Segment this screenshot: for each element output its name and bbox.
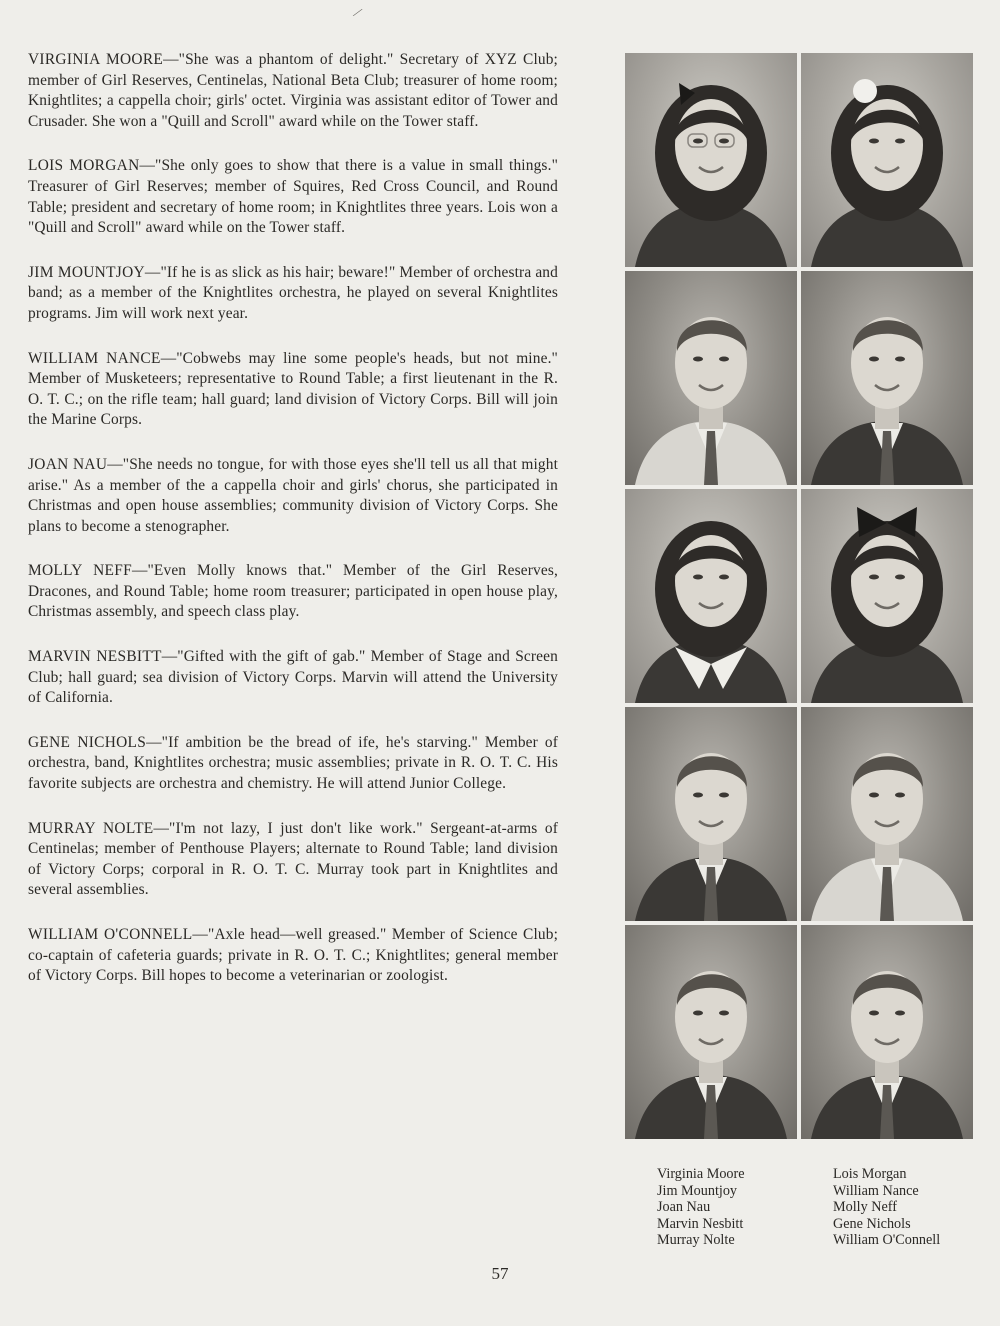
- portrait-photo-lois-morgan: [801, 53, 973, 267]
- bio-william-oconnell: [28, 925, 558, 987]
- bio-text: —"Even Molly knows that." Member of the Girl Reserves, Dracones, and Round Table; home room treasurer; participated in open house play, Christmas assembly, and speech class play.: [28, 562, 558, 621]
- caption-right: William O'Connell: [833, 1232, 941, 1249]
- caption-left: Jim Mountjoy: [657, 1182, 738, 1199]
- portrait-photo-william-nance: [801, 271, 973, 485]
- caption-right: William Nance: [833, 1182, 919, 1199]
- bio-name: WILLIAM NANCE: [28, 349, 161, 367]
- bio-name: MURRAY NOLTE: [28, 819, 154, 837]
- portrait-photo-gene-nichols: [801, 707, 973, 921]
- portrait-photo-william-oconnell: [801, 925, 973, 1139]
- bio-molly-neff: [28, 561, 558, 623]
- bio-joan-nau: [28, 455, 558, 537]
- bio-name: GENE NICHOLS: [28, 733, 147, 751]
- bio-name: MOLLY NEFF: [28, 562, 132, 580]
- bio-jim-mountjoy: [28, 263, 558, 325]
- pencil-mark: ⁄: [353, 6, 361, 22]
- bio-marvin-nesbitt: [28, 647, 558, 709]
- portrait-photo-murray-nolte: [625, 925, 797, 1139]
- bio-gene-nichols: [28, 733, 558, 795]
- bio-lois-morgan: [28, 156, 558, 238]
- caption-right: Molly Neff: [833, 1199, 897, 1216]
- portrait-grid: [625, 53, 973, 1141]
- bio-column: [28, 50, 558, 1011]
- bio-text: —"If he is as slick as his hair; beware!" Member of orchestra and band; as a member of the Knightlites orchestra, he played on several Knightlites programs. Jim will work next year.: [28, 263, 558, 322]
- bio-text: —"She needs no tongue, for with those eyes she'll tell us all that might arise." As a member of the a cappella choir and girls' chorus, she participated in Christmas and open house assemblies; community division of Victory Corps. She plans to become a stenographer.: [28, 455, 558, 535]
- bio-name: LOIS MORGAN: [28, 157, 140, 175]
- photo-captions: [657, 1166, 977, 1249]
- bio-text: —"She was a phantom of delight." Secretary of XYZ Club; member of Girl Reserves, Centinelas, National Beta Club; treasurer of home room; Knightlites; a cappella choir; girls' octet. Virginia was assistant editor of Tower and Crusader. She won a "Quill and Scroll" award while on the Tower staff.: [28, 51, 558, 130]
- caption-left: Murray Nolte: [657, 1232, 735, 1249]
- page-number: 57: [491, 1264, 509, 1283]
- portrait-photo-joan-nau: [625, 489, 797, 703]
- bio-text: —"Gifted with the gift of gab." Member of Stage and Screen Club; hall guard; sea division of Victory Corps. Marvin will attend the University of California.: [28, 648, 558, 707]
- bio-text: —"I'm not lazy, I just don't like work." Sergeant-at-arms of Centinelas; member of Penthouse Players; alternate to Round Table; land division of Victory Corps; corporal in R. O. T. C. Murray took part in Knightlites and several assemblies.: [28, 819, 558, 899]
- caption-left: Joan Nau: [657, 1199, 711, 1216]
- bio-name: MARVIN NESBITT: [28, 648, 162, 666]
- bio-william-nance: [28, 349, 558, 431]
- caption-right: Lois Morgan: [833, 1166, 907, 1182]
- bio-text: —"Axle head—well greased." Member of Science Club; co-captain of cafeteria guards; private in R. O. T. C.; Knightlites; general member of Victory Corps. Bill hopes to become a veterinarian or zoologist.: [28, 926, 558, 985]
- bio-name: JIM MOUNTJOY: [28, 263, 145, 281]
- bio-text: —"If ambition be the bread of ife, he's starving." Member of orchestra, band, Knightlites orchestra; music assemblies; private in R. O. T. C. His favorite subjects are orchestra and chemistry. He will attend Junior College.: [28, 733, 558, 793]
- caption-left: Virginia Moore: [657, 1166, 745, 1182]
- caption-right: Gene Nichols: [833, 1215, 911, 1232]
- bio-name: WILLIAM O'CONNELL: [28, 926, 193, 943]
- portrait-photo-marvin-nesbitt: [625, 707, 797, 921]
- portrait-photo-molly-neff: [801, 489, 973, 703]
- bio-murray-nolte: [28, 819, 558, 901]
- bio-virginia-moore: [28, 50, 558, 132]
- portrait-photo-virginia-moore: [625, 53, 797, 267]
- bio-text: —"She only goes to show that there is a value in small things." Treasurer of Girl Reserves; member of Squires, Red Cross Council, and Round Table; president and secretary of home room; in Knightlites three years. Lois won a "Quill and Scroll" award while on the Tower staff.: [28, 157, 558, 237]
- bio-name: JOAN NAU: [28, 455, 108, 473]
- portrait-photo-jim-mountjoy: [625, 271, 797, 485]
- bio-name: VIRGINIA MOORE: [28, 51, 164, 68]
- bio-text: —"Cobwebs may line some people's heads, but not mine." Member of Musketeers; representative to Round Table; a first lieutenant in the R. O. T. C.; on the rifle team; hall guard; land division of Victory Corps. Bill will join the Marine Corps.: [28, 349, 558, 429]
- caption-left: Marvin Nesbitt: [657, 1215, 744, 1232]
